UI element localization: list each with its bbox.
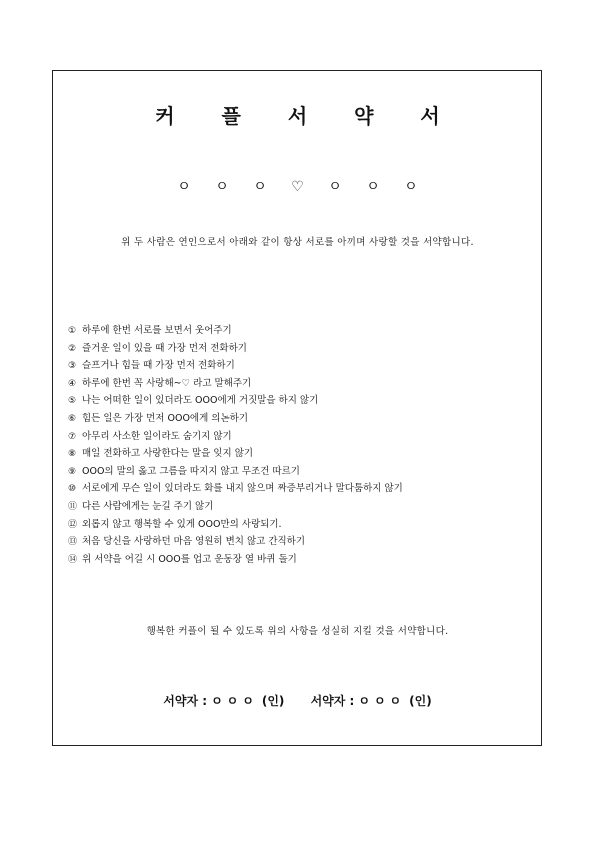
pledge-number: ⑩ (68, 484, 77, 495)
document-title: 커 플 서 약 서 (155, 104, 460, 128)
pledge-list (68, 322, 403, 568)
signer-name: ㅇㅇㅇ (358, 694, 406, 708)
pledge-item (68, 480, 403, 498)
seal-mark: (인) (261, 694, 285, 708)
signer-label: 서약자 : (310, 694, 355, 708)
pledge-text: 슬프거나 힘들 때 가장 먼저 전화하기 (82, 360, 235, 372)
pledge-number: ⑬ (68, 537, 78, 548)
pledge-text: 위 서약을 어길 시 OOO를 업고 운동장 열 바퀴 돌기 (82, 553, 297, 565)
pledge-number: ⑤ (68, 396, 77, 407)
pledge-item (68, 516, 403, 534)
pledge-item (68, 357, 403, 375)
pledge-text: 다른 사람에게는 눈길 주기 않기 (82, 500, 214, 512)
closing-statement: 행복한 커플이 될 수 있도록 위의 사항을 성실히 지킬 것을 서약합니다. (146, 626, 449, 637)
pledge-text: 힘든 일은 가장 먼저 OOO에게 의논하기 (82, 412, 249, 424)
pledge-item (68, 392, 403, 410)
seal-mark: (인) (409, 694, 432, 708)
pledge-item (68, 340, 403, 358)
pledge-text: 하루에 한번 꼭 사랑해~♡ 라고 말해주기 (82, 377, 252, 389)
pledge-item (68, 410, 403, 428)
pledge-item (68, 463, 403, 481)
pledge-number: ④ (68, 378, 77, 389)
pledge-text: OOO의 말의 옳고 그름을 따지지 않고 무조건 따르기 (82, 465, 300, 477)
signer-name: ㅇㅇㅇ (211, 694, 258, 708)
pledge-number: ⑭ (68, 554, 78, 565)
pledge-item (68, 375, 403, 393)
pledge-number: ⑥ (68, 413, 77, 424)
pledge-number: ⑦ (68, 431, 77, 442)
pledge-number: ⑪ (68, 501, 78, 512)
pledge-text: 아무리 사소한 일이라도 숨기지 않기 (82, 430, 232, 442)
pledge-number: ⑨ (68, 466, 77, 477)
pledge-item (68, 498, 403, 516)
pledge-number: ② (68, 343, 77, 354)
intro-statement: 위 두 사람은 연인으로서 아래와 같이 항상 서로를 아끼며 사랑할 것을 서약합니다. (121, 237, 474, 248)
pledge-number: ③ (68, 361, 77, 372)
pledge-text: 나는 어떠한 일이 있더라도 OOO에게 거짓말을 하지 않기 (82, 395, 319, 407)
pledge-number: ⑫ (68, 519, 78, 530)
signature-line (0, 692, 595, 709)
pledge-text: 매일 전화하고 사랑한다는 말을 잊지 않기 (82, 448, 254, 460)
pledge-text: 처음 당신을 사랑하던 마음 영원히 변치 않고 간직하기 (82, 536, 306, 548)
pledge-item (68, 445, 403, 463)
pledge-item (68, 533, 403, 551)
signature-block (311, 692, 432, 709)
pledge-number: ① (68, 326, 77, 336)
pledge-item (68, 322, 403, 340)
pledge-item (68, 428, 403, 446)
pledge-text: 즐거운 일이 있을 때 가장 먼저 전화하기 (82, 342, 247, 354)
signature-block (163, 692, 284, 709)
signer-label: 서약자 : (163, 694, 208, 708)
couple-names: ㅇ ㅇ ㅇ ♡ ㅇ ㅇ ㅇ (177, 179, 428, 195)
pledge-text: 외롭지 않고 행복할 수 있게 OOO만의 사랑되기. (82, 518, 282, 530)
pledge-text: 서로에게 무슨 일이 있더라도 화를 내지 않으며 짜증부리거나 말다툼하지 않기 (82, 483, 403, 495)
pledge-number: ⑧ (68, 449, 77, 460)
pledge-item (68, 551, 403, 569)
pledge-text: 하루에 한번 서로를 보면서 웃어주기 (82, 325, 232, 336)
